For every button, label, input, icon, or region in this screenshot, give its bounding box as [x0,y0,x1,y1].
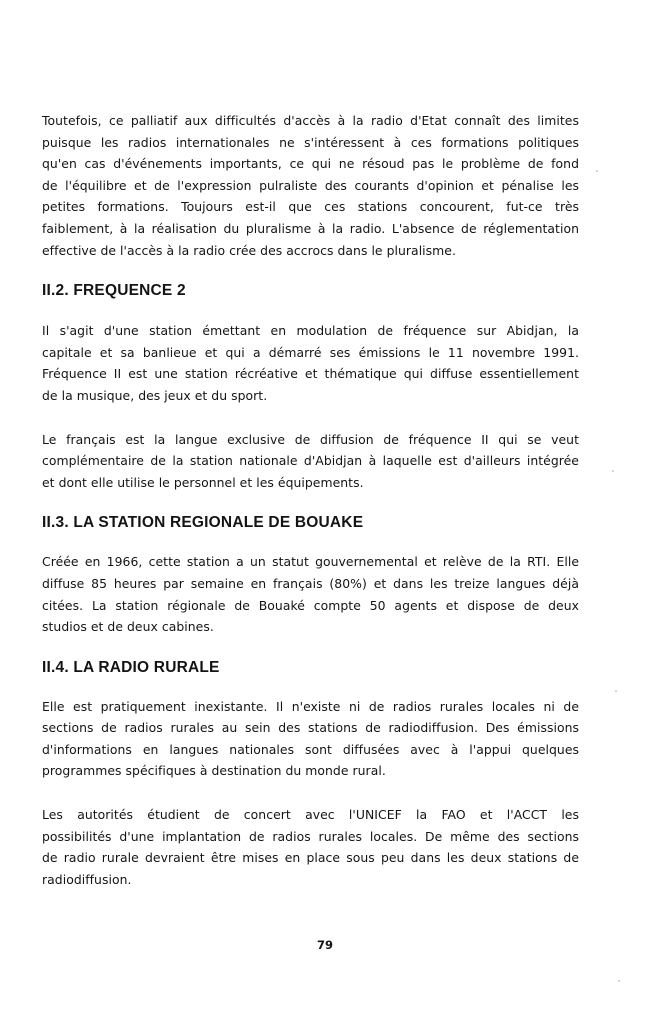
text-line: et dont elle utilise le personnel et les équipements. [42,474,364,490]
text-line: complémentaire de la station nationale d'Abidjan à laquelle est d'ailleurs intégrée [42,453,579,469]
text-line: de l'équilibre et de l'expression pulraliste des courants d'opinion et pénalise les [42,177,579,193]
text-line: effective de l'accès à la radio crée des accrocs dans le pluralisme. [42,242,456,258]
text-line: radiodiffusion. [42,871,132,887]
text-line: programmes spécifiques à destination du monde rural. [42,763,386,779]
paragraph-pluralism-limits [42,110,579,261]
paragraph-frequence-2-language [42,429,579,494]
section-heading-frequence-2: II.2. FREQUENCE 2 [42,282,186,300]
document-page [42,110,579,890]
text-line: faiblement, à la réalisation du pluralisme à la radio. L'absence de réglementation [42,220,579,236]
text-line: sections de radios rurales au sein des stations de radiodiffusion. Des émissions [42,720,579,736]
text-line: Les autorités étudient de concert avec l'UNICEF la FAO et l'ACCT les [42,807,579,823]
scan-speck [618,980,620,982]
text-line: d'informations en langues nationales sont diffusées avec à l'appui quelques [42,741,579,757]
page-number: 79 [316,938,333,952]
text-line: Le français est la langue exclusive de diffusion de fréquence II qui se veut [42,431,579,447]
paragraph-radio-rurale-plans [42,804,579,890]
text-line: Toutefois, ce palliatif aux difficultés d'accès à la radio d'Etat connaît des limites [42,113,579,128]
text-line: studios et de deux cabines. [42,619,214,635]
text-line: citées. La station régionale de Bouaké compte 50 agents et dispose de deux [42,597,579,613]
paragraph-bouake [42,551,579,637]
text-line: capitale et sa banlieue et qui a démarré ses émissions le 11 novembre 1991. [42,344,579,360]
text-line: diffuse 85 heures par semaine en français (80%) et dans les treize langues déjà [42,575,579,591]
scan-speck [596,170,598,172]
text-line: de radio rurale devraient être mises en place sous peu dans les deux stations de [42,850,579,866]
text-line: qu'en cas d'événements importants, ce qui ne résoud pas le problème de fond [42,156,579,172]
text-line: petites formations. Toujours est-il que ces stations concourent, fut-ce très [42,199,579,215]
paragraph-radio-rurale-status [42,696,579,782]
scan-speck [615,690,617,692]
text-line: Elle est pratiquement inexistante. Il n'existe ni de radios rurales locales ni de [42,698,579,714]
text-line: Créée en 1966, cette station a un statut gouvernemental et relève de la RTI. Elle [42,554,579,570]
scan-speck [612,470,614,472]
section-heading-bouake: II.3. LA STATION REGIONALE DE BOUAKE [42,514,364,532]
text-line: Il s'agit d'une station émettant en modulation de fréquence sur Abidjan, la [42,323,579,339]
text-line: puisque les radios internationales ne s'intéressent à ces formations politiques [42,134,579,150]
paragraph-frequence-2-intro [42,320,579,406]
text-line: de la musique, des jeux et du sport. [42,387,268,403]
text-line: possibilités d'une implantation de radios rurales locales. De même des sections [42,828,579,844]
text-line: Fréquence II est une station récréative et thématique qui diffuse essentiellement [42,366,579,382]
section-heading-radio-rurale: II.4. LA RADIO RURALE [42,658,220,676]
